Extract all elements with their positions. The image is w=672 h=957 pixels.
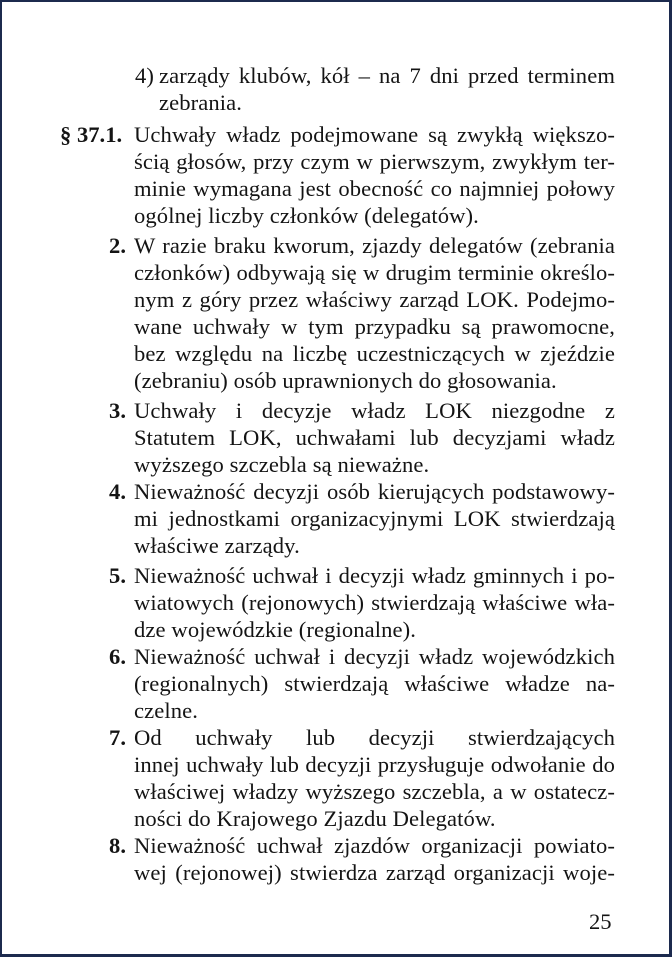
paragraph-line: Statutem LOK, uchwałami lub decyzjami władz xyxy=(134,425,615,450)
paragraph-line: Nieważność uchwał zjazdów organizacji powiato- xyxy=(134,833,615,858)
paragraph-line: wej (rejonowej) stwierdza zarząd organizacji woje- xyxy=(134,860,615,885)
paragraph-line: Uchwały i decyzje władz LOK niezgodne z xyxy=(134,398,615,423)
point-marker: 4. xyxy=(109,479,126,504)
point-marker: 7. xyxy=(109,725,126,750)
paragraph-line: (regionalnych) stwierdzają właściwe władze na- xyxy=(134,671,615,696)
paragraph-line: wiatowych (rejonowych) stwierdzają właściwe wła- xyxy=(134,590,615,615)
paragraph-line: zarządy klubów, kół – na 7 dni przed terminem xyxy=(159,63,615,88)
paragraph-line: ścią głosów, przy czym w pierwszym, zwykłym ter- xyxy=(134,149,615,174)
paragraph-line: (zebraniu) osób uprawnionych do głosowania. xyxy=(134,368,557,393)
paragraph-line: Nieważność uchwał i decyzji władz wojewódzkich xyxy=(134,644,615,669)
point-marker: 8. xyxy=(109,833,126,858)
paragraph-line: Od uchwały lub decyzji stwierdzających xyxy=(134,725,615,750)
page-number: 25 xyxy=(589,909,612,934)
point-marker: 2. xyxy=(109,233,126,258)
paragraph-line: wyższego szczebla są nieważne. xyxy=(134,452,430,477)
paragraph-line: nym z góry przez właściwy zarząd LOK. Podejmo- xyxy=(134,287,615,312)
paragraph-line: dze wojewódzkie (regionalne). xyxy=(134,617,417,642)
paragraph-line: Nieważność uchwał i decyzji władz gminnych i po- xyxy=(134,563,615,588)
paragraph-line: ogólnej liczby członków (delegatów). xyxy=(134,203,479,228)
paragraph-line: innej uchwały lub decyzji przysługuje odwołanie do xyxy=(134,752,615,777)
paragraph-line: bez względu na liczbę uczestniczących w zjeździe xyxy=(134,341,615,366)
paragraph-line: ności do Krajowego Zjazdu Delegatów. xyxy=(134,806,496,831)
paragraph-line: zebrania. xyxy=(159,90,243,115)
paragraph-line: minie wymagana jest obecność co najmniej połowy xyxy=(134,176,615,201)
paragraph-line: Nieważność decyzji osób kierujących podstawowy- xyxy=(134,479,615,504)
paragraph-line: właściwej władzy wyższego szczebla, a w ostatecz- xyxy=(134,779,615,804)
paragraph-line: wane uchwały w tym przypadku są prawomocne, xyxy=(134,314,615,339)
item-marker: 4) xyxy=(135,63,155,88)
paragraph-line: członków) odbywają się w drugim terminie określo- xyxy=(134,260,615,285)
paragraph-line: właściwe zarządy. xyxy=(134,533,300,558)
point-marker: 3. xyxy=(109,398,126,423)
paragraph-line: Uchwały władz podejmowane są zwykłą większo- xyxy=(134,122,615,147)
paragraph-line: czelne. xyxy=(134,698,199,723)
point-marker: 6. xyxy=(109,644,126,669)
section-marker: § 37.1. xyxy=(60,122,123,147)
paragraph-line: W razie braku kworum, zjazdy delegatów (zebrania xyxy=(134,233,615,258)
paragraph-line: mi jednostkami organizacyjnymi LOK stwierdzają xyxy=(134,506,615,531)
point-marker: 5. xyxy=(109,563,126,588)
